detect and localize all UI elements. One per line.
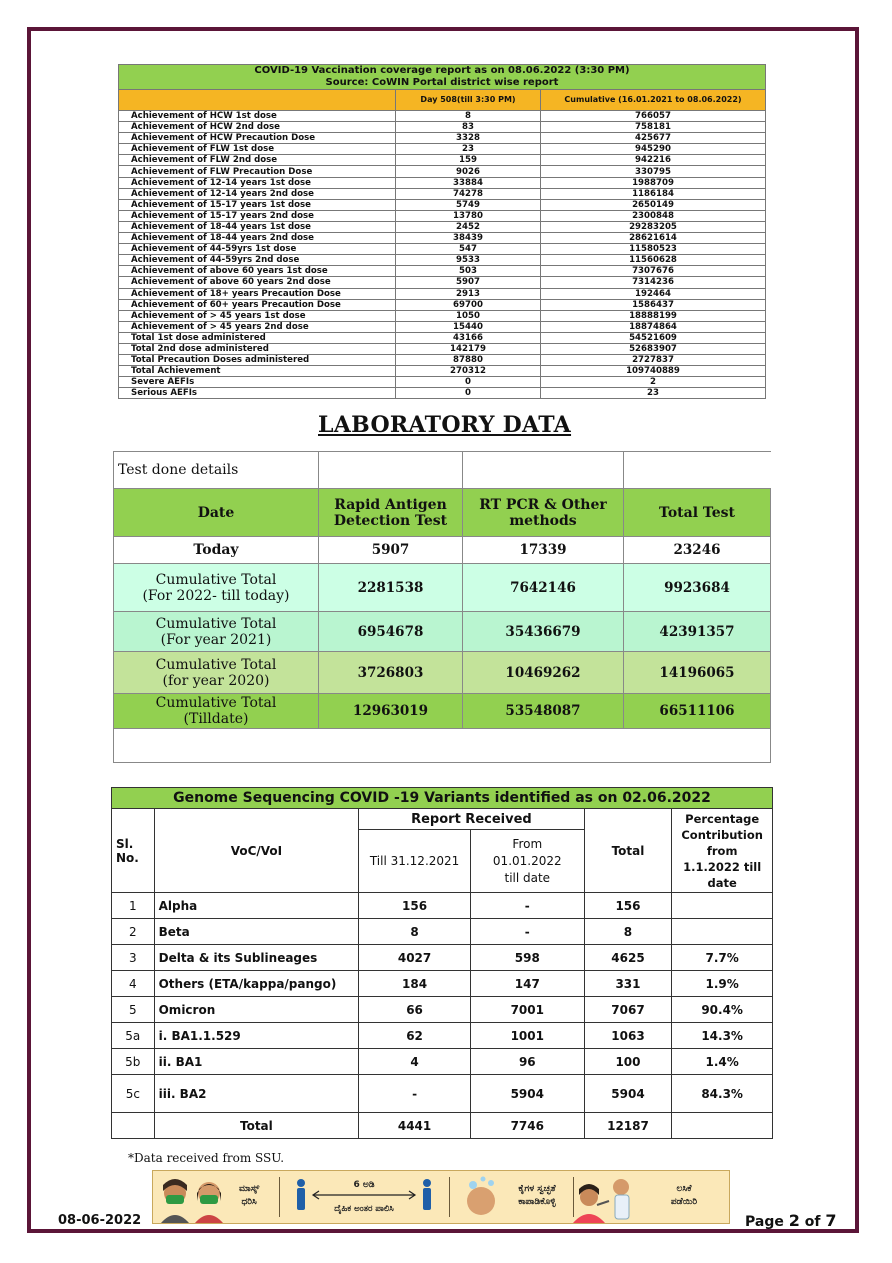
lab-row-date xyxy=(114,652,319,694)
lab-row-rapid: 3726803 xyxy=(319,652,463,694)
lab-empty-cell xyxy=(624,452,771,489)
person-icon xyxy=(423,1179,431,1210)
vaccination-row-day: 3328 xyxy=(396,133,541,144)
vaccination-row xyxy=(119,388,766,399)
banner-divider xyxy=(279,1177,280,1217)
vaccination-row-cumulative: 330795 xyxy=(541,166,766,177)
vaccination-row-label: Achievement of 60+ years Precaution Dose xyxy=(119,299,396,310)
genome-row-from: 598 xyxy=(470,945,584,971)
genome-row xyxy=(112,997,773,1023)
lab-table xyxy=(113,451,771,763)
vaccination-row-cumulative: 52683907 xyxy=(541,343,766,354)
vaccination-row-label: Total 1st dose administered xyxy=(119,332,396,343)
banner-wash-line2: ಕಾಪಾಡಿಕೊಳ್ಳಿ xyxy=(518,1197,556,1207)
genome-row-till: 4027 xyxy=(359,945,471,971)
vaccination-row-day: 43166 xyxy=(396,332,541,343)
vaccination-row xyxy=(119,111,766,122)
genome-total-from: 7746 xyxy=(470,1113,584,1139)
lab-row-rtpcr: 10469262 xyxy=(463,652,624,694)
vaccination-row-cumulative: 1586437 xyxy=(541,299,766,310)
banner-vaccine-text xyxy=(659,1183,709,1209)
genome-header-pct xyxy=(672,809,773,893)
genome-row xyxy=(112,919,773,945)
page-number xyxy=(745,1211,836,1230)
lab-empty-cell xyxy=(114,729,771,763)
genome-row-variant: Delta & its Sublineages xyxy=(154,945,359,971)
banner-mask-text xyxy=(239,1183,259,1209)
vaccination-row-label: Achievement of 12-14 years 1st dose xyxy=(119,177,396,188)
genome-row-from: 96 xyxy=(470,1049,584,1075)
genome-total-till: 4441 xyxy=(359,1113,471,1139)
genome-row-pct xyxy=(672,893,773,919)
lab-row-date-line1: Cumulative Total xyxy=(155,615,277,632)
vaccination-row-label: Achievement of above 60 years 1st dose xyxy=(119,266,396,277)
lab-row-date-line1: Cumulative Total xyxy=(155,571,277,588)
vaccination-row-cumulative: 23 xyxy=(541,388,766,399)
lab-row xyxy=(114,537,771,564)
genome-row-total: 100 xyxy=(584,1049,672,1075)
genome-total-total: 12187 xyxy=(584,1113,672,1139)
vaccination-row-label: Achievement of FLW 1st dose xyxy=(119,144,396,155)
lab-header-date: Date xyxy=(114,489,319,537)
vaccination-row-day: 1050 xyxy=(396,310,541,321)
lab-row xyxy=(114,652,771,694)
lab-header-rtpcr xyxy=(463,489,624,537)
vaccination-row-cumulative: 2300848 xyxy=(541,210,766,221)
lab-row-date-line2: (For 2022- till today) xyxy=(142,587,290,604)
vaccination-row-day: 0 xyxy=(396,377,541,388)
genome-row-sl: 4 xyxy=(112,971,155,997)
genome-row-till: 4 xyxy=(359,1049,471,1075)
vaccination-row xyxy=(119,366,766,377)
vaccination-row xyxy=(119,244,766,255)
genome-title-row xyxy=(112,788,773,809)
vaccination-row-cumulative: 2 xyxy=(541,377,766,388)
page-prefix: Page xyxy=(745,1214,789,1230)
vaccination-row-day: 83 xyxy=(396,122,541,133)
vaccination-row-label: Achievement of 44-59yrs 1st dose xyxy=(119,244,396,255)
genome-row xyxy=(112,1075,773,1113)
vaccination-icon xyxy=(573,1179,629,1223)
vaccination-row-day: 74278 xyxy=(396,188,541,199)
lab-row xyxy=(114,694,771,729)
vaccination-row-cumulative: 2727837 xyxy=(541,355,766,366)
vaccination-row xyxy=(119,288,766,299)
lab-row-rtpcr: 35436679 xyxy=(463,612,624,652)
lab-row-total: 66511106 xyxy=(624,694,771,729)
genome-row-pct: 84.3% xyxy=(672,1075,773,1113)
genome-row-pct: 7.7% xyxy=(672,945,773,971)
vaccination-row-label: Total 2nd dose administered xyxy=(119,343,396,354)
vaccination-row-label: Achievement of HCW Precaution Dose xyxy=(119,133,396,144)
genome-row xyxy=(112,971,773,997)
genome-row-total: 156 xyxy=(584,893,672,919)
genome-header-from-line3: till date xyxy=(504,870,551,885)
vaccination-row-day: 9533 xyxy=(396,255,541,266)
genome-header-pct-line3: from xyxy=(706,843,738,858)
vaccination-row-label: Achievement of FLW 2nd dose xyxy=(119,155,396,166)
genome-row-till: 156 xyxy=(359,893,471,919)
distance-arrow-icon xyxy=(313,1191,415,1199)
lab-header-rapid xyxy=(319,489,463,537)
lab-header-rapid-line2: Detection Test xyxy=(333,512,448,529)
vaccination-header-row xyxy=(119,90,766,111)
lab-row-rapid: 6954678 xyxy=(319,612,463,652)
genome-row-till: 184 xyxy=(359,971,471,997)
genome-row-variant: ii. BA1 xyxy=(154,1049,359,1075)
vaccination-row-cumulative: 942216 xyxy=(541,155,766,166)
lab-row-rtpcr: 17339 xyxy=(463,537,624,564)
genome-row-from: 147 xyxy=(470,971,584,997)
vaccination-row xyxy=(119,255,766,266)
genome-header-pct-line2: Contribution xyxy=(681,827,763,842)
genome-row-sl: 2 xyxy=(112,919,155,945)
genome-header-pct-line4: 1.1.2022 till xyxy=(683,859,762,874)
mask-face-icon xyxy=(195,1182,223,1223)
genome-row-variant: i. BA1.1.529 xyxy=(154,1023,359,1049)
genome-header-from xyxy=(470,830,584,893)
vaccination-row-cumulative: 425677 xyxy=(541,133,766,144)
vaccination-row xyxy=(119,166,766,177)
banner-mask-line2: ಧರಿಸಿ xyxy=(241,1197,257,1207)
vaccination-row-cumulative: 109740889 xyxy=(541,366,766,377)
genome-header-pct-line1: Percentage xyxy=(685,811,760,826)
genome-row-pct: 90.4% xyxy=(672,997,773,1023)
genome-row xyxy=(112,893,773,919)
vaccination-row-day: 13780 xyxy=(396,210,541,221)
banner-vaccine-line2: ಪಡೆಯಿರಿ xyxy=(670,1197,698,1207)
vaccination-row-day: 23 xyxy=(396,144,541,155)
vaccination-row-cumulative: 7314236 xyxy=(541,277,766,288)
vaccination-row-label: Achievement of 15-17 years 1st dose xyxy=(119,199,396,210)
lab-row-date xyxy=(114,694,319,729)
vaccination-row-day: 69700 xyxy=(396,299,541,310)
vaccination-row-cumulative: 18874864 xyxy=(541,321,766,332)
lab-header-rtpcr-line2: methods xyxy=(509,512,577,529)
vaccination-row-cumulative: 28621614 xyxy=(541,233,766,244)
genome-header-sl xyxy=(112,809,155,893)
lab-empty-cell xyxy=(463,452,624,489)
genome-row-total: 5904 xyxy=(584,1075,672,1113)
vaccination-table xyxy=(118,64,766,399)
vaccination-row-cumulative: 7307676 xyxy=(541,266,766,277)
lab-test-done-row xyxy=(114,452,771,489)
vaccination-row-label: Achievement of HCW 1st dose xyxy=(119,111,396,122)
genome-row-pct: 1.9% xyxy=(672,971,773,997)
genome-row-variant: Beta xyxy=(154,919,359,945)
vaccination-row-day: 270312 xyxy=(396,366,541,377)
vaccination-row-cumulative: 18888199 xyxy=(541,310,766,321)
genome-header-from-line2: 01.01.2022 xyxy=(492,853,562,868)
genome-row-total: 8 xyxy=(584,919,672,945)
genome-row-sl: 5a xyxy=(112,1023,155,1049)
lab-row-rapid: 2281538 xyxy=(319,564,463,612)
genome-header-pct-line5: date xyxy=(707,875,737,890)
genome-row-sl: 5b xyxy=(112,1049,155,1075)
lab-row-total: 9923684 xyxy=(624,564,771,612)
genome-header-sl-line2: No. xyxy=(116,850,139,865)
vaccination-row xyxy=(119,377,766,388)
lab-row xyxy=(114,612,771,652)
vaccination-header-day: Day 508(till 3:30 PM) xyxy=(396,90,541,111)
vaccination-row-day: 87880 xyxy=(396,355,541,366)
vaccination-title-text: COVID-19 Vaccination coverage report as on 08.06.2022 (3:30 PM) xyxy=(254,65,630,76)
vaccination-source: Source: CoWIN Portal district wise report xyxy=(325,77,559,88)
genome-row-from: 7001 xyxy=(470,997,584,1023)
lab-row-date-line1: Cumulative Total xyxy=(155,656,277,673)
genome-row xyxy=(112,1023,773,1049)
vaccination-row xyxy=(119,177,766,188)
genome-row-total: 7067 xyxy=(584,997,672,1023)
lab-header-rtpcr-line1: RT PCR & Other xyxy=(479,496,607,513)
lab-row-total: 14196065 xyxy=(624,652,771,694)
vaccination-header-blank xyxy=(119,90,396,111)
vaccination-row-cumulative: 1186184 xyxy=(541,188,766,199)
banner-wash-text xyxy=(503,1183,571,1209)
vaccination-row xyxy=(119,266,766,277)
vaccination-row-cumulative: 1988709 xyxy=(541,177,766,188)
vaccination-row-day: 33884 xyxy=(396,177,541,188)
footer-date: 08-06-2022 xyxy=(58,1213,142,1228)
vaccination-row-label: Achievement of 18-44 years 1st dose xyxy=(119,221,396,232)
vaccination-row-label: Achievement of 15-17 years 2nd dose xyxy=(119,210,396,221)
page-of: of xyxy=(799,1214,826,1230)
genome-header-report: Report Received xyxy=(359,809,584,830)
genome-header-total: Total xyxy=(584,809,672,893)
vaccination-row-label: Achievement of 18-44 years 2nd dose xyxy=(119,233,396,244)
vaccination-row-day: 547 xyxy=(396,244,541,255)
genome-header-voc: VoC/VoI xyxy=(154,809,359,893)
vaccination-row xyxy=(119,144,766,155)
genome-row-sl: 5 xyxy=(112,997,155,1023)
lab-row-date-line1: Cumulative Total xyxy=(155,695,277,711)
vaccination-row-label: Achievement of above 60 years 2nd dose xyxy=(119,277,396,288)
hand-wash-icon xyxy=(467,1177,495,1216)
vaccination-row-day: 5907 xyxy=(396,277,541,288)
vaccination-row-cumulative: 766057 xyxy=(541,111,766,122)
vaccination-row-day: 159 xyxy=(396,155,541,166)
lab-row-date-line2: (For year 2021) xyxy=(160,631,272,648)
genome-row-variant: iii. BA2 xyxy=(154,1075,359,1113)
vaccination-row-day: 8 xyxy=(396,111,541,122)
vaccination-row-day: 5749 xyxy=(396,199,541,210)
vaccination-row-day: 15440 xyxy=(396,321,541,332)
lab-heading: LABORATORY DATA xyxy=(318,412,572,438)
vaccination-row-label: Achievement of 18+ years Precaution Dose xyxy=(119,288,396,299)
genome-total-pct xyxy=(672,1113,773,1139)
vaccination-row xyxy=(119,299,766,310)
genome-total-blank xyxy=(112,1113,155,1139)
lab-header-row xyxy=(114,489,771,537)
vaccination-row-cumulative: 11580523 xyxy=(541,244,766,255)
genome-header-sl-line1: Sl. xyxy=(116,836,134,851)
genome-row-variant: Omicron xyxy=(154,997,359,1023)
genome-row-pct xyxy=(672,919,773,945)
page-total: 7 xyxy=(825,1211,837,1230)
banner-distance-bottom: ದೈಹಿಕ ಅಂತರ ಪಾಲಿಸಿ xyxy=(334,1204,394,1214)
genome-row-sl: 1 xyxy=(112,893,155,919)
genome-row-pct: 1.4% xyxy=(672,1049,773,1075)
vaccination-row-label: Achievement of > 45 years 1st dose xyxy=(119,310,396,321)
vaccination-row xyxy=(119,155,766,166)
lab-row-date-line1: Today xyxy=(193,542,239,558)
vaccination-row-cumulative: 11560628 xyxy=(541,255,766,266)
lab-row-date-line2: (for year 2020) xyxy=(162,672,270,689)
banner-divider xyxy=(573,1177,574,1217)
genome-row-sl: 5c xyxy=(112,1075,155,1113)
genome-row-from: 1001 xyxy=(470,1023,584,1049)
lab-row-rapid: 5907 xyxy=(319,537,463,564)
lab-header-total: Total Test xyxy=(624,489,771,537)
vaccination-row-label: Achievement of > 45 years 2nd dose xyxy=(119,321,396,332)
vaccination-row-label: Achievement of FLW Precaution Dose xyxy=(119,166,396,177)
vaccination-header-cumulative: Cumulative (16.01.2021 to 08.06.2022) xyxy=(541,90,766,111)
genome-row-from: - xyxy=(470,919,584,945)
person-icon xyxy=(297,1179,305,1210)
lab-row-date xyxy=(114,564,319,612)
vaccination-row-cumulative: 192464 xyxy=(541,288,766,299)
genome-row-variant: Alpha xyxy=(154,893,359,919)
lab-row-date xyxy=(114,537,319,564)
vaccination-row xyxy=(119,221,766,232)
genome-row-total: 331 xyxy=(584,971,672,997)
genome-row-variant: Others (ETA/kappa/pango) xyxy=(154,971,359,997)
mask-face-icon xyxy=(161,1179,189,1223)
vaccination-row xyxy=(119,277,766,288)
banner-wash-line1: ಕೈಗಳ ಸ್ವಚ್ಛತೆ xyxy=(518,1184,556,1194)
vaccination-row-day: 503 xyxy=(396,266,541,277)
vaccination-row-label: Severe AEFIs xyxy=(119,377,396,388)
vaccination-row xyxy=(119,343,766,354)
vaccination-title xyxy=(119,65,766,90)
vaccination-row-cumulative: 2650149 xyxy=(541,199,766,210)
vaccination-title-row xyxy=(119,65,766,90)
genome-row-till: 8 xyxy=(359,919,471,945)
footnote: *Data received from SSU. xyxy=(128,1151,285,1165)
vaccination-row-label: Achievement of HCW 2nd dose xyxy=(119,122,396,133)
genome-row-total: 1063 xyxy=(584,1023,672,1049)
genome-row-total: 4625 xyxy=(584,945,672,971)
lab-row-date xyxy=(114,612,319,652)
vaccination-row xyxy=(119,199,766,210)
vaccination-row-day: 0 xyxy=(396,388,541,399)
lab-empty-cell xyxy=(319,452,463,489)
vaccination-row-cumulative: 54521609 xyxy=(541,332,766,343)
genome-header-from-line1: From xyxy=(512,836,543,851)
vaccination-row xyxy=(119,122,766,133)
safety-banner xyxy=(152,1170,730,1224)
page-current: 2 xyxy=(788,1211,800,1230)
lab-header-rapid-line1: Rapid Antigen xyxy=(334,496,447,513)
lab-row-rtpcr: 53548087 xyxy=(463,694,624,729)
banner-mask-line1: ಮಾಸ್ಕ್ xyxy=(239,1184,260,1194)
banner-vaccine-line1: ಲಸಿಕೆ xyxy=(676,1184,692,1194)
vaccination-row xyxy=(119,233,766,244)
genome-total-label: Total xyxy=(154,1113,359,1139)
vaccination-row-cumulative: 945290 xyxy=(541,144,766,155)
vaccination-row-cumulative: 758181 xyxy=(541,122,766,133)
genome-row-sl: 3 xyxy=(112,945,155,971)
genome-row-till: 66 xyxy=(359,997,471,1023)
banner-distance-top: 6 ಅಡಿ xyxy=(353,1180,375,1190)
lab-row-total: 42391357 xyxy=(624,612,771,652)
vaccination-row xyxy=(119,355,766,366)
lab-row-rapid: 12963019 xyxy=(319,694,463,729)
vaccination-row-day: 2452 xyxy=(396,221,541,232)
vaccination-row-label: Achievement of 44-59yrs 2nd dose xyxy=(119,255,396,266)
genome-title: Genome Sequencing COVID -19 Variants identified as on 02.06.2022 xyxy=(112,788,773,809)
genome-total-row xyxy=(112,1113,773,1139)
lab-row-rtpcr: 7642146 xyxy=(463,564,624,612)
vaccination-row xyxy=(119,133,766,144)
genome-table xyxy=(111,787,773,1139)
vaccination-row xyxy=(119,210,766,221)
lab-empty-row xyxy=(114,729,771,763)
lab-row-total: 23246 xyxy=(624,537,771,564)
vaccination-row-label: Serious AEFIs xyxy=(119,388,396,399)
lab-test-done-label: Test done details xyxy=(114,452,319,489)
genome-header-row xyxy=(112,809,773,830)
genome-row-from: - xyxy=(470,893,584,919)
lab-row xyxy=(114,564,771,612)
genome-row-till: - xyxy=(359,1075,471,1113)
genome-row-from: 5904 xyxy=(470,1075,584,1113)
vaccination-row xyxy=(119,332,766,343)
vaccination-row xyxy=(119,310,766,321)
genome-row xyxy=(112,945,773,971)
genome-row-pct: 14.3% xyxy=(672,1023,773,1049)
vaccination-row xyxy=(119,188,766,199)
vaccination-row-day: 38439 xyxy=(396,233,541,244)
genome-row-till: 62 xyxy=(359,1023,471,1049)
vaccination-row-label: Achievement of 12-14 years 2nd dose xyxy=(119,188,396,199)
genome-header-till: Till 31.12.2021 xyxy=(359,830,471,893)
vaccination-row-day: 2913 xyxy=(396,288,541,299)
banner-divider xyxy=(449,1177,450,1217)
vaccination-row-cumulative: 29283205 xyxy=(541,221,766,232)
vaccination-row xyxy=(119,321,766,332)
lab-row-date-line2: (Tilldate) xyxy=(183,711,249,727)
vaccination-row-label: Total Precaution Doses administered xyxy=(119,355,396,366)
vaccination-row-day: 142179 xyxy=(396,343,541,354)
vaccination-row-day: 9026 xyxy=(396,166,541,177)
genome-row xyxy=(112,1049,773,1075)
vaccination-row-label: Total Achievement xyxy=(119,366,396,377)
